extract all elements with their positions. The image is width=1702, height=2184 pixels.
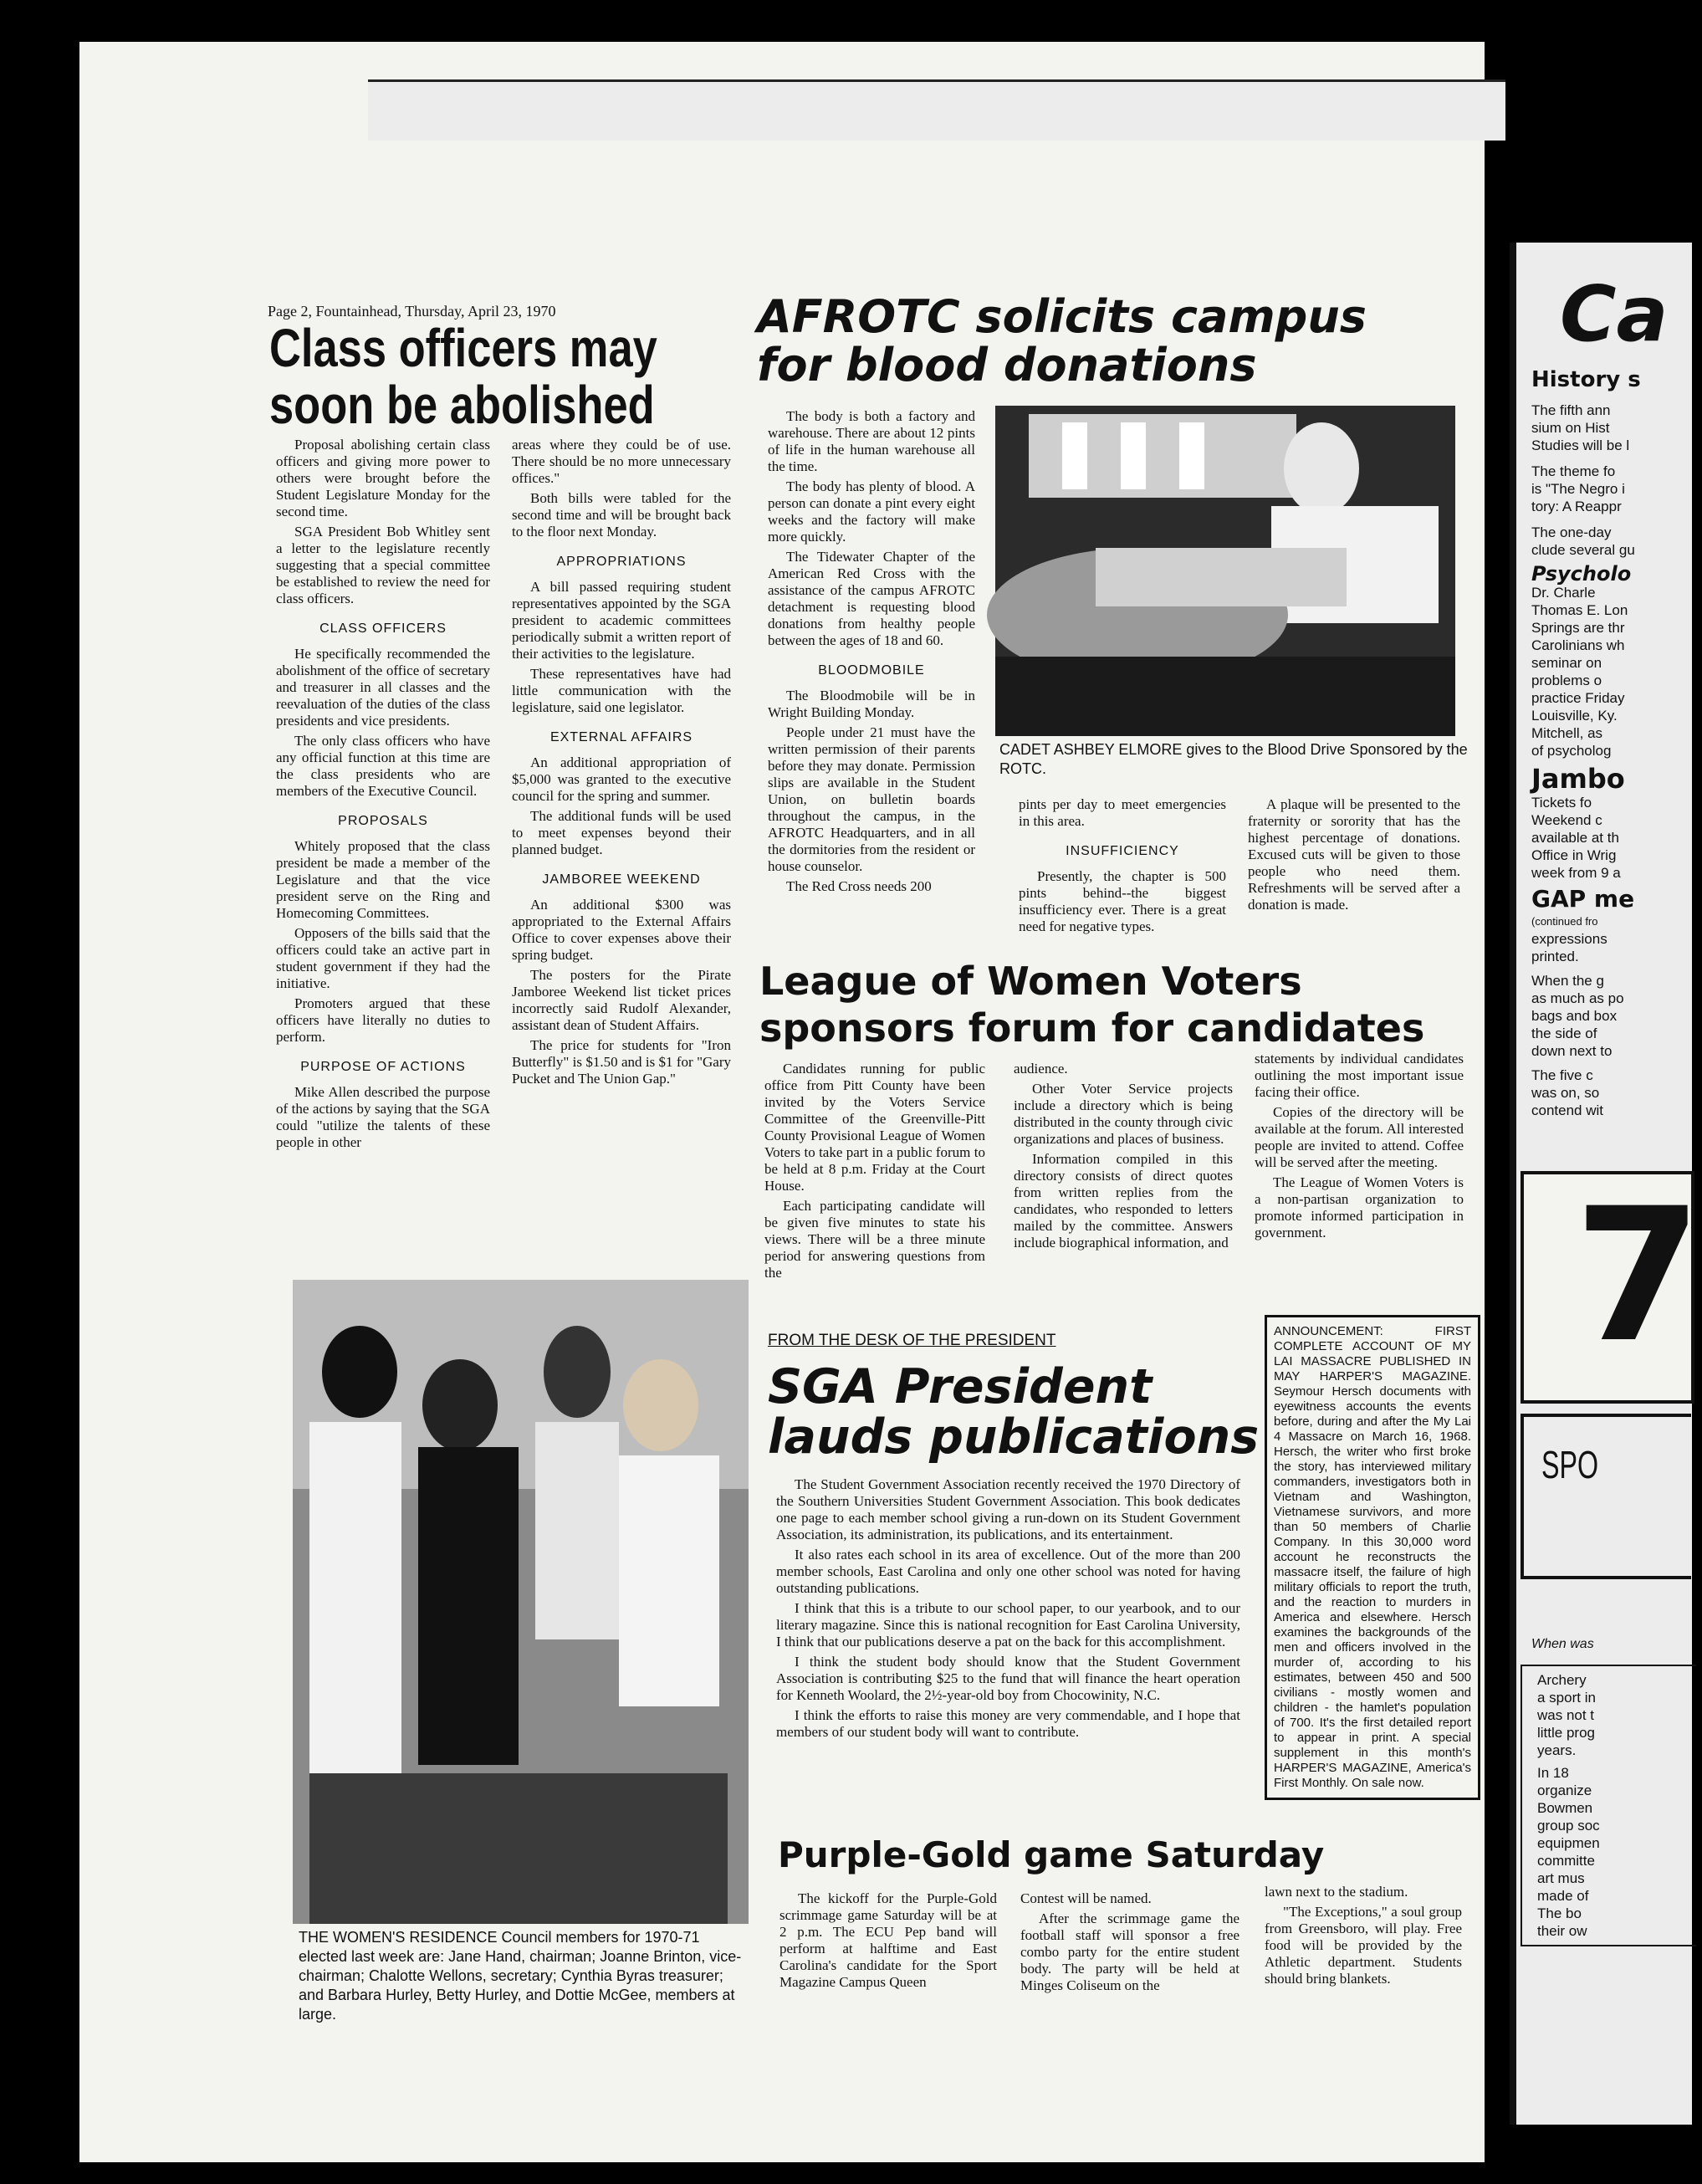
line: Weekend c [1531, 812, 1602, 829]
paragraph: Promoters argued that these officers have literally no duties to perform. [276, 995, 490, 1045]
line: The bo [1537, 1905, 1582, 1921]
line: a sport in [1537, 1690, 1596, 1706]
paragraph: The price for students for "Iron Butterfly" is $1.50 and is $1 for "Gary Pucket and The Union Gap." [512, 1037, 731, 1087]
paragraph: Contest will be named. [1020, 1890, 1152, 1906]
line: committe [1537, 1853, 1595, 1869]
league-col3 [1255, 1051, 1464, 1245]
sga-body [776, 1476, 1240, 1744]
class-officers-col2 [512, 437, 731, 1091]
paragraph: It also rates each school in its area of excellence. Out of the more than 200 member schools, East Carolina and only one other school was noted for having outstanding publications. [776, 1547, 1240, 1596]
line: Springs are thr [1531, 620, 1625, 636]
paragraph: People under 21 must have the written permission of their parents before they may donate. Permission slips are available in the Student Union, on bulletin boards throughout the campus, in the AFROTC Headquarters, and in all the dormitories from the resident or house counselor. [768, 724, 975, 874]
line: is "The Negro i [1531, 481, 1625, 497]
purple-gold-col1 [779, 1890, 997, 1994]
paragraph: These representatives have had little communication with the legislature, said one legislator. [512, 666, 731, 715]
page-header: Page 2, Fountainhead, Thursday, April 23, 1970 [268, 303, 556, 320]
line: The fifth ann [1531, 402, 1611, 418]
adjacent-spo-head: SPO [1541, 1443, 1599, 1486]
paragraph: I think the efforts to raise this money are very commendable, and I hope that members of our student body will want to contribute. [776, 1707, 1240, 1740]
paragraph: A bill passed requiring student representatives appointed by the SGA president to academic committees periodically submit a written report of their activities to the legislature. [512, 579, 731, 662]
class-officers-col1 [276, 437, 490, 1154]
paragraph: The Student Government Association recently received the 1970 Directory of the Southern Universities Student Government Association. This book dedicates one page to each member school giving a run-down on its Student Government Association, its administration, its publications, and its entertainment. [776, 1476, 1240, 1542]
class-officers-headline: Class officers may soon be abolished [269, 318, 657, 435]
adjacent-subhead: History s [1531, 367, 1641, 392]
page-edge-strip [368, 79, 1505, 141]
paragraph: Both bills were tabled for the second time and will be brought back to the floor next Monday. [512, 490, 731, 540]
afrotc-col1 [768, 408, 975, 898]
line: Dr. Charle [1531, 585, 1596, 601]
subhead: CLASS OFFICERS [319, 621, 447, 636]
paragraph: Opposers of the bills said that the officers could take an active part in student government if they had the initiative. [276, 925, 490, 991]
line: The one-day [1531, 524, 1612, 540]
line: was on, so [1531, 1084, 1600, 1101]
line: printed. [1531, 948, 1579, 964]
line: sium on Hist [1531, 420, 1610, 436]
league-col2 [1014, 1061, 1233, 1255]
subhead: EXTERNAL AFFAIRS [549, 730, 693, 744]
paragraph: Information compiled in this directory consists of direct quotes from written replies from the candidates, who responded to letters mailed by the committee. Answers include biographical information, and [1014, 1151, 1233, 1251]
paragraph: pints per day to meet emergencies in this area. [1019, 796, 1226, 829]
womens-residence-photo [293, 1280, 749, 1924]
line: (continued fro [1531, 914, 1598, 928]
line: Carolinians wh [1531, 637, 1625, 653]
paragraph: Candidates running for public office from Pitt County have been invited by the Voters Service Committee of the Greenville-Pitt County Provisional League of Women Voters to take part in a public forum to be held at 8 p.m. Friday at the Court House. [764, 1061, 985, 1194]
paragraph: lawn next to the stadium. [1265, 1884, 1408, 1900]
afrotc-col2 [1019, 796, 1226, 939]
womens-residence-caption: THE WOMEN'S RESIDENCE Council members for 1970-71 elected last week are: Jane Hand, chairman; Joanne Brinton, vice-chairman; Chalotte Wellons, secretary; Cynthia Byras treasurer; and Barbara Hurley, Betty Hurley, and Dottie McGee, members at large. [299, 1929, 742, 2023]
paragraph: The posters for the Pirate Jamboree Weekend list ticket prices incorrectly said Rudolf Alexander, assistant dean of Student Affairs. [512, 967, 731, 1033]
sga-kicker: FROM THE DESK OF THE PRESIDENT [768, 1332, 1056, 1349]
paragraph: The only class officers who have any official function at this time are the class presidents who are members of the Executive Council. [276, 733, 490, 799]
line: Thomas E. Lon [1531, 602, 1628, 618]
paragraph: Each participating candidate will be given five minutes to state his views. There will be a three minute period for answering questions from the [764, 1198, 985, 1281]
line: The theme fo [1531, 463, 1616, 479]
league-headline-1: League of Women Voters [759, 959, 1302, 1004]
paragraph: I think that this is a tribute to our school paper, to our yearbook, and to our literary magazine. Since this is national recognition for East Carolina University, I think that our publications deserve a pat on the back for this accomplishment. [776, 1600, 1240, 1650]
line: made of [1537, 1888, 1589, 1904]
line: practice Friday [1531, 690, 1625, 706]
line: Louisville, Ky. [1531, 708, 1618, 724]
blood-drive-caption: CADET ASHBEY ELMORE gives to the Blood Drive Sponsored by the ROTC. [999, 741, 1468, 777]
paragraph: SGA President Bob Whitley sent a letter to the legislature recently suggesting that a special committee be established to review the need for class officers. [276, 524, 490, 606]
paragraph: The Tidewater Chapter of the American Red Cross with the assistance of the campus AFROTC detachment is requesting blood donations from healthy people between the ages of 18 and 60. [768, 549, 975, 648]
paragraph: Whitely proposed that the class president be made a member of the Legislature and that the vice president serve on the Ring and Homecoming Committees. [276, 838, 490, 921]
line: expressions [1531, 930, 1607, 947]
adjacent-ad-box [1521, 1169, 1702, 1404]
line: art mus [1537, 1870, 1585, 1886]
paragraph: audience. [1014, 1061, 1068, 1077]
adjacent-big-digit: 7 [1574, 1169, 1702, 1383]
adjacent-archery-box [1521, 1665, 1696, 1946]
subhead: APPROPRIATIONS [556, 555, 687, 569]
line: tory: A Reappr [1531, 499, 1622, 514]
line: problems o [1531, 673, 1602, 688]
afrotc-headline: AFROTC solicits campus for blood donations [757, 290, 1367, 391]
subhead: JAMBOREE WEEKEND [542, 872, 701, 887]
line: organize [1537, 1782, 1592, 1798]
line: seminar on [1531, 655, 1602, 671]
line: down next to [1531, 1042, 1613, 1059]
league-col1 [764, 1061, 985, 1285]
line: of psycholog [1531, 743, 1612, 759]
adjacent-gap-head: GAP me [1531, 885, 1635, 913]
adjacent-psych-head: Psycholo [1531, 562, 1632, 586]
paragraph: An additional appropriation of $5,000 was granted to the executive council for the spring and summer. [512, 754, 731, 804]
paragraph: Presently, the chapter is 500 pints behind--the biggest insufficiency ever. There is a great need for negative types. [1019, 868, 1226, 934]
paragraph: The body is both a factory and warehouse. There are about 12 pints of life in the human warehouse all the time. [768, 408, 975, 474]
adjacent-sports-box [1521, 1414, 1691, 1579]
line: their ow [1537, 1923, 1587, 1939]
adjacent-jambo-head: Jambo [1531, 763, 1625, 795]
sga-headline-2: lauds publications [768, 1409, 1260, 1465]
line: Office in Wrig [1531, 847, 1617, 864]
purple-gold-col2 [1020, 1890, 1239, 1997]
subhead: BLOODMOBILE [818, 663, 925, 678]
line: week from 9 a [1531, 865, 1621, 882]
paragraph: The body has plenty of blood. A person can donate a pint every eight weeks and the factory will make more quickly. [768, 478, 975, 545]
subhead: PROPOSALS [338, 814, 428, 828]
paragraph: A plaque will be presented to the fraternity or sorority that has the highest percentage of donations. Excused cuts will be given to those people who need them. Refreshments will be served after a donation is made. [1248, 796, 1460, 913]
subhead: INSUFFICIENCY [1066, 844, 1179, 858]
line: as much as po [1531, 990, 1624, 1006]
paragraph: statements by individual candidates outlining the most important issue facing their office. [1255, 1051, 1464, 1100]
afrotc-col3 [1248, 796, 1460, 917]
paragraph: He specifically recommended the abolishment of the office of secretary and treasurer in all classes and the reevaluation of the duties of the class presidents and vice presidents. [276, 646, 490, 729]
paragraph: areas where they could be of use. There should be no more unnecessary offices." [512, 437, 731, 486]
paragraph: "The Exceptions," a soul group from Greensboro, will play. Free food will be provided by the Athletic department. Students should bring blankets. [1265, 1904, 1462, 1987]
paragraph: The Red Cross needs 200 [786, 878, 932, 894]
harpers-announcement: ANNOUNCEMENT: FIRST COMPLETE ACCOUNT OF MY LAI MASSACRE PUBLISHED IN MAY HARPER'S MAGAZINE. Seymour Hersch documents with eyewitness accounts the events before, during and after the My Lai 4 Massacre on March 16, 1968. Hersch, the writer who first broke the story, has interviewed military commanders, investigators both in Vietnam and Washington, Vietnamese survivors, and more than 50 members of Charlie Company. In this 30,000 word account he reconstructs the massacre itself, the failure of high military officials to report the truth, and the reaction to murders in America and elsewhere. Hersch examines the backgrounds of the men and officers involved in the murder of, according to his estimates, between 450 and 500 civilians - mostly women and children - the hamlet's population of 700. It's the first detailed report to appear in print. A special supplement in this month's HARPER'S MAGAZINE, America's First Monthly. On sale now. [1265, 1315, 1480, 1800]
purple-gold-headline: Purple-Gold game Saturday [778, 1834, 1325, 1875]
line: Archery [1537, 1672, 1587, 1688]
paragraph: Proposal abolishing certain class officers and giving more power to others were brought before the Student Legislature Monday for the second time. [276, 437, 490, 519]
paragraph: Other Voter Service projects include a directory which is being distributed in the county through civic organizations and places of business. [1014, 1081, 1233, 1147]
adjacent-page [1510, 243, 1702, 2125]
line: clude several gu [1531, 542, 1635, 558]
line: the side of [1531, 1025, 1597, 1041]
league-headline-2: sponsors forum for candidates [759, 1005, 1425, 1051]
line: contend wit [1531, 1102, 1603, 1118]
purple-gold-col3 [1265, 1884, 1462, 1991]
paragraph: After the scrimmage game the football staff will sponsor a free combo party for the entire student body. The party will be held at Minges Coliseum on the [1020, 1910, 1239, 1993]
paragraph: The additional funds will be used to meet expenses beyond their planned budget. [512, 808, 731, 857]
line: Bowmen [1537, 1800, 1593, 1816]
subhead: PURPOSE OF ACTIONS [300, 1060, 466, 1074]
paragraph: Mike Allen described the purpose of the actions by saying that the SGA could "utilize the talents of these people in other [276, 1084, 490, 1150]
adjacent-headline: Ca [1560, 269, 1669, 359]
line: Tickets fo [1531, 795, 1592, 811]
line: available at th [1531, 830, 1619, 846]
blood-drive-photo [995, 406, 1455, 736]
line: Studies will be l [1531, 437, 1630, 453]
line: Mitchell, as [1531, 725, 1603, 741]
paragraph: The League of Women Voters is a non-partisan organization to promote informed participation in government. [1255, 1174, 1464, 1240]
line: equipmen [1537, 1835, 1600, 1851]
womens-residence-photo-art [293, 1280, 749, 1924]
sga-headline-1: SGA President [768, 1359, 1153, 1414]
line: group soc [1537, 1818, 1600, 1834]
line: The five c [1531, 1066, 1593, 1083]
paragraph: I think the student body should know that the Student Government Association is contributing $25 to the fund that will finance the heart operation for Kenneth Woolard, the 2½-year-old boy from Chocowinity, N.C. [776, 1654, 1240, 1703]
line: bags and box [1531, 1007, 1618, 1024]
adjacent-text-1 [1516, 402, 1690, 1119]
line: years. [1537, 1742, 1577, 1758]
adjacent-when: When was [1531, 1637, 1594, 1651]
line: was not t [1537, 1707, 1595, 1723]
paragraph: An additional $300 was appropriated to the External Affairs Office to cover expenses above their spring budget. [512, 897, 731, 963]
line: In 18 [1537, 1765, 1569, 1781]
paragraph: The Bloodmobile will be in Wright Building Monday. [768, 688, 975, 720]
paragraph: Copies of the directory will be available at the forum. All interested people are invited to attend. Coffee will be served after the meeting. [1255, 1104, 1464, 1170]
line: When the g [1531, 972, 1604, 989]
paragraph: The kickoff for the Purple-Gold scrimmage game Saturday will be at 2 p.m. The ECU Pep band will perform at halftime and East Carolina's candidate for the Sport Magazine Campus Queen [779, 1890, 997, 1990]
line: little prog [1537, 1725, 1595, 1741]
blood-drive-photo-art [995, 406, 1455, 736]
